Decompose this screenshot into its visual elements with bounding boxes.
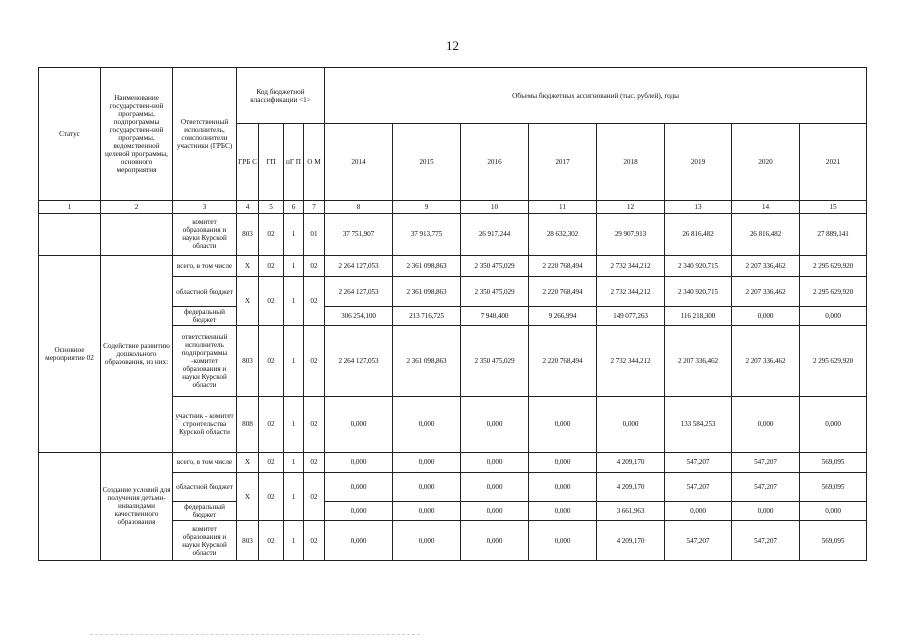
column-number: 8 bbox=[325, 201, 393, 214]
value-cell: 2 361 098,863 bbox=[393, 255, 461, 277]
value-cell: 3 661,963 bbox=[597, 501, 665, 521]
value-cell: 213 716,725 bbox=[393, 306, 461, 326]
value-cell: 9 266,994 bbox=[529, 306, 597, 326]
value-cell: 0,000 bbox=[461, 397, 529, 452]
header-code-gp: ГП bbox=[259, 124, 284, 201]
row-gp-cell: 02 bbox=[259, 521, 284, 561]
value-cell: 2 350 475,029 bbox=[461, 326, 529, 397]
value-cell: 2 207 336,462 bbox=[665, 326, 732, 397]
row-gp-cell: 02 bbox=[259, 277, 284, 326]
header-year: 2017 bbox=[529, 124, 597, 201]
row-om-cell: 01 bbox=[304, 213, 325, 255]
value-cell: 0,000 bbox=[800, 397, 867, 452]
value-cell: 0,000 bbox=[393, 397, 461, 452]
scan-artifact bbox=[90, 632, 420, 635]
value-cell: 2 350 475,029 bbox=[461, 255, 529, 277]
value-cell: 37 751,907 bbox=[325, 213, 393, 255]
column-number: 10 bbox=[461, 201, 529, 214]
value-cell: 547,207 bbox=[732, 473, 800, 501]
value-cell: 547,207 bbox=[732, 452, 800, 473]
header-year: 2014 bbox=[325, 124, 393, 201]
value-cell: 4 209,170 bbox=[597, 473, 665, 501]
row-om-cell: 02 bbox=[304, 397, 325, 452]
row-executor-cell: федеральный бюджет bbox=[173, 501, 237, 521]
table-row bbox=[39, 452, 867, 473]
value-cell: 26 816,482 bbox=[732, 213, 800, 255]
row-status-cell: Основное мероприятие 02 bbox=[39, 255, 101, 452]
row-gp-cell: 02 bbox=[259, 397, 284, 452]
value-cell: 306 254,100 bbox=[325, 306, 393, 326]
header-budget-code: Код бюджетной классификации <1> bbox=[237, 68, 325, 124]
value-cell: 2 207 336,462 bbox=[732, 326, 800, 397]
row-name-cell bbox=[101, 213, 173, 255]
column-number: 11 bbox=[529, 201, 597, 214]
value-cell: 2 732 344,212 bbox=[597, 326, 665, 397]
value-cell: 0,000 bbox=[461, 521, 529, 561]
row-gp-cell: 02 bbox=[259, 326, 284, 397]
value-cell: 4 209,170 bbox=[597, 521, 665, 561]
value-cell: 0,000 bbox=[393, 473, 461, 501]
value-cell: 0,000 bbox=[393, 501, 461, 521]
value-cell: 0,000 bbox=[529, 501, 597, 521]
row-om-cell: 02 bbox=[304, 452, 325, 473]
value-cell: 547,207 bbox=[665, 521, 732, 561]
value-cell: 2 264 127,053 bbox=[325, 277, 393, 306]
column-number: 12 bbox=[597, 201, 665, 214]
value-cell: 0,000 bbox=[800, 306, 867, 326]
row-grbs-cell: Х bbox=[237, 277, 259, 326]
value-cell: 0,000 bbox=[529, 397, 597, 452]
value-cell: 2 220 768,494 bbox=[529, 277, 597, 306]
row-executor-cell: всего, в том числе bbox=[173, 452, 237, 473]
value-cell: 0,000 bbox=[732, 306, 800, 326]
row-om-cell: 02 bbox=[304, 255, 325, 277]
column-number: 1 bbox=[39, 201, 101, 214]
row-grbs-cell: 803 bbox=[237, 521, 259, 561]
row-om-cell: 02 bbox=[304, 277, 325, 326]
value-cell: 7 940,400 bbox=[461, 306, 529, 326]
header-year: 2016 bbox=[461, 124, 529, 201]
value-cell: 0,000 bbox=[325, 452, 393, 473]
value-cell: 116 218,300 bbox=[665, 306, 732, 326]
page-number: 12 bbox=[446, 38, 459, 53]
row-gp-cell: 02 bbox=[259, 213, 284, 255]
row-executor-cell: участник - комитет строительства Курской области bbox=[173, 397, 237, 452]
value-cell: 2 340 920,715 bbox=[665, 277, 732, 306]
value-cell: 2 732 344,212 bbox=[597, 277, 665, 306]
value-cell: 37 913,775 bbox=[393, 213, 461, 255]
column-number: 6 bbox=[284, 201, 304, 214]
value-cell: 569,095 bbox=[800, 473, 867, 501]
row-name-cell: Создание условий для получения детьми-инвалидами качественного образования bbox=[101, 452, 173, 560]
column-number: 15 bbox=[800, 201, 867, 214]
row-executor-cell: федеральный бюджет bbox=[173, 306, 237, 326]
value-cell: 2 295 629,920 bbox=[800, 277, 867, 306]
row-pgp-cell: 1 bbox=[284, 277, 304, 326]
value-cell: 28 632,302 bbox=[529, 213, 597, 255]
row-pgp-cell: 1 bbox=[284, 255, 304, 277]
value-cell: 0,000 bbox=[393, 452, 461, 473]
value-cell: 26 816,482 bbox=[665, 213, 732, 255]
row-pgp-cell: 1 bbox=[284, 452, 304, 473]
value-cell: 0,000 bbox=[461, 452, 529, 473]
column-number: 2 bbox=[101, 201, 173, 214]
column-number: 5 bbox=[259, 201, 284, 214]
row-gp-cell: 02 bbox=[259, 452, 284, 473]
row-status-cell bbox=[39, 452, 101, 560]
row-pgp-cell: 1 bbox=[284, 521, 304, 561]
value-cell: 2 295 629,920 bbox=[800, 326, 867, 397]
value-cell: 0,000 bbox=[325, 397, 393, 452]
value-cell: 0,000 bbox=[461, 501, 529, 521]
value-cell: 149 077,263 bbox=[597, 306, 665, 326]
value-cell: 0,000 bbox=[325, 521, 393, 561]
row-status-cell bbox=[39, 213, 101, 255]
value-cell: 2 220 768,494 bbox=[529, 255, 597, 277]
row-executor-cell: областной бюджет bbox=[173, 473, 237, 501]
row-name-cell: Содействие развитию дошкольного образования, из них: bbox=[101, 255, 173, 452]
value-cell: 2 207 336,462 bbox=[732, 255, 800, 277]
value-cell: 26 917,244 bbox=[461, 213, 529, 255]
row-grbs-cell: Х bbox=[237, 473, 259, 521]
value-cell: 0,000 bbox=[800, 501, 867, 521]
value-cell: 2 220 768,494 bbox=[529, 326, 597, 397]
row-grbs-cell: Х bbox=[237, 255, 259, 277]
header-program-name: Наименование государствен-ной программы, подпрограммы государствен-ной программы, ведомственной целевой программы, основного мероприятия bbox=[101, 68, 173, 201]
value-cell: 0,000 bbox=[597, 397, 665, 452]
row-grbs-cell: Х bbox=[237, 452, 259, 473]
value-cell: 2 732 344,212 bbox=[597, 255, 665, 277]
column-number: 7 bbox=[304, 201, 325, 214]
value-cell: 2 295 629,920 bbox=[800, 255, 867, 277]
value-cell: 0,000 bbox=[732, 397, 800, 452]
column-number: 14 bbox=[732, 201, 800, 214]
row-executor-cell: комитет образования и науки Курской области bbox=[173, 213, 237, 255]
row-pgp-cell: 1 bbox=[284, 213, 304, 255]
header-year: 2018 bbox=[597, 124, 665, 201]
header-volumes: Объемы бюджетных ассигнований (тыс. рублей), годы bbox=[325, 68, 867, 124]
value-cell: 547,207 bbox=[732, 521, 800, 561]
value-cell: 2 264 127,053 bbox=[325, 255, 393, 277]
value-cell: 2 264 127,053 bbox=[325, 326, 393, 397]
value-cell: 0,000 bbox=[529, 473, 597, 501]
value-cell: 2 207 336,462 bbox=[732, 277, 800, 306]
header-code-om: О М bbox=[304, 124, 325, 201]
value-cell: 2 340 920,715 bbox=[665, 255, 732, 277]
value-cell: 2 361 098,863 bbox=[393, 277, 461, 306]
value-cell: 569,095 bbox=[800, 521, 867, 561]
budget-allocation-table bbox=[38, 67, 867, 561]
value-cell: 133 584,253 bbox=[665, 397, 732, 452]
value-cell: 0,000 bbox=[529, 452, 597, 473]
header-status: Статус bbox=[39, 68, 101, 201]
value-cell: 569,095 bbox=[800, 452, 867, 473]
column-number: 13 bbox=[665, 201, 732, 214]
row-grbs-cell: 803 bbox=[237, 326, 259, 397]
row-grbs-cell: 808 bbox=[237, 397, 259, 452]
table-row bbox=[39, 255, 867, 277]
value-cell: 0,000 bbox=[665, 501, 732, 521]
column-number: 4 bbox=[237, 201, 259, 214]
row-om-cell: 02 bbox=[304, 521, 325, 561]
value-cell: 547,207 bbox=[665, 473, 732, 501]
value-cell: 2 361 098,863 bbox=[393, 326, 461, 397]
value-cell: 29 907,913 bbox=[597, 213, 665, 255]
header-code-grbs: ГРБ С bbox=[237, 124, 259, 201]
row-pgp-cell: 1 bbox=[284, 326, 304, 397]
value-cell: 2 350 475,029 bbox=[461, 277, 529, 306]
value-cell: 0,000 bbox=[732, 501, 800, 521]
row-executor-cell: ответственный исполнитель подпрограммы -комитет образования и науки Курской области bbox=[173, 326, 237, 397]
value-cell: 4 209,170 bbox=[597, 452, 665, 473]
value-cell: 0,000 bbox=[325, 501, 393, 521]
header-code-pgp: пГ П bbox=[284, 124, 304, 201]
header-year: 2021 bbox=[800, 124, 867, 201]
table-row bbox=[39, 213, 867, 255]
header-executor: Ответственный исполнитель, соисполнители участники (ГРБС) bbox=[173, 68, 237, 201]
row-executor-cell: всего, в том числе bbox=[173, 255, 237, 277]
header-year: 2020 bbox=[732, 124, 800, 201]
row-executor-cell: комитет образования и науки Курской области bbox=[173, 521, 237, 561]
row-executor-cell: областной бюджет bbox=[173, 277, 237, 306]
value-cell: 0,000 bbox=[325, 473, 393, 501]
column-number: 9 bbox=[393, 201, 461, 214]
row-pgp-cell: 1 bbox=[284, 473, 304, 521]
row-gp-cell: 02 bbox=[259, 473, 284, 521]
value-cell: 0,000 bbox=[393, 521, 461, 561]
row-grbs-cell: 803 bbox=[237, 213, 259, 255]
row-om-cell: 02 bbox=[304, 326, 325, 397]
column-number: 3 bbox=[173, 201, 237, 214]
value-cell: 547,207 bbox=[665, 452, 732, 473]
value-cell: 27 889,141 bbox=[800, 213, 867, 255]
header-year: 2015 bbox=[393, 124, 461, 201]
value-cell: 0,000 bbox=[529, 521, 597, 561]
row-pgp-cell: 1 bbox=[284, 397, 304, 452]
row-gp-cell: 02 bbox=[259, 255, 284, 277]
value-cell: 0,000 bbox=[461, 473, 529, 501]
row-om-cell: 02 bbox=[304, 473, 325, 521]
header-year: 2019 bbox=[665, 124, 732, 201]
